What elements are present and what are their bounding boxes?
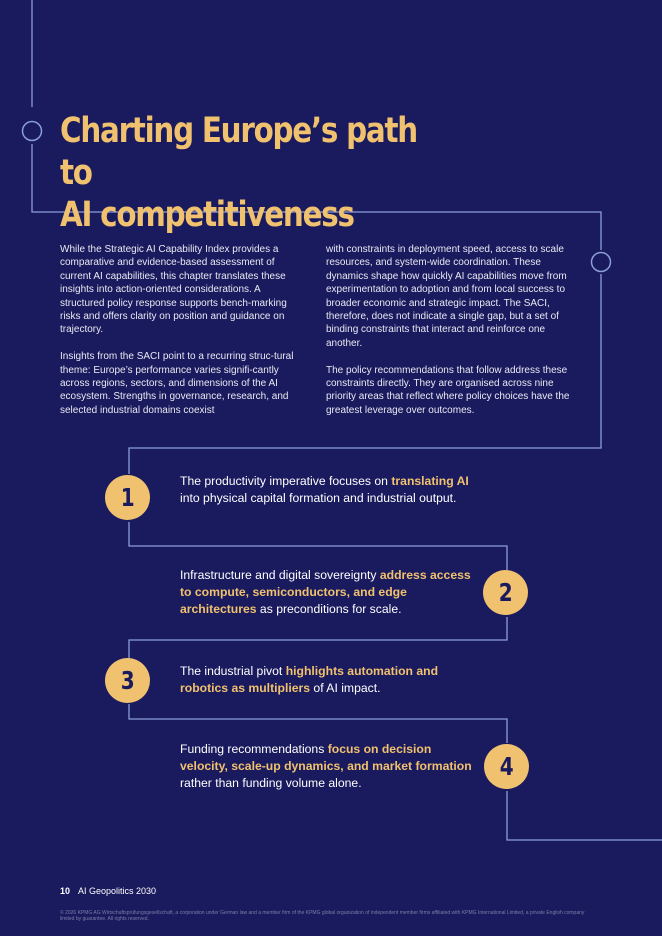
page-footer [60, 886, 156, 896]
number-badge-4: 4 [484, 744, 529, 789]
item-highlight: address access to compute, semiconductors, and edge architectures [180, 568, 471, 616]
number-badge-3: 3 [105, 658, 150, 703]
node-circle-right [592, 253, 611, 272]
priority-item-4: Funding recommendations focus on decision velocity, scale-up dynamics, and market formation rather than funding volume alone. [180, 742, 472, 790]
number-badge-2: 2 [483, 570, 528, 615]
title-line-1: Charting Europe’s path to [60, 111, 417, 193]
intro-column-right [326, 243, 571, 431]
page-number: 10 [60, 886, 71, 896]
item-highlight: translating AI [391, 474, 469, 488]
intro-paragraph: While the Strategic AI Capability Index provides a comparative and evidence-based assessment of current AI capabilities, this chapter translates these insights into action-oriented considerations. A structured policy response supports bench-marking risks and offers clarity on position and guidance on trajectory. [60, 244, 287, 336]
priority-item-2: Infrastructure and digital sovereignty address access to compute, semiconductors, and edge architectures as preconditions for scale. [180, 568, 471, 616]
intro-column-left [60, 243, 300, 431]
title-line-2: AI competitiveness [60, 195, 354, 235]
item-highlight: highlights automation and robotics as multipliers [180, 664, 439, 695]
legal-notice: © 2026 KPMG AG Wirtschaftsprüfungsgesellschaft, a corporation under German law and a member firm of the KPMG global organization of independent member firms affiliated with KPMG International Limited, a private English company limited by guarantee. All rights reserved. [60, 910, 585, 922]
priority-item-1: The productivity imperative focuses on translating AI into physical capital formation and industrial output. [180, 474, 469, 505]
node-circle-left [23, 122, 42, 141]
publication-name: AI Geopolitics 2030 [78, 886, 157, 896]
page-title [60, 110, 455, 236]
number-badge-1: 1 [105, 475, 150, 520]
item-highlight: focus on decision velocity, scale-up dynamics, and market formation [180, 742, 472, 773]
intro-paragraph: Insights from the SACI point to a recurring struc-tural theme: Europe’s performance varies signifi-cantly across regions, sectors, and dimensions of the AI ecosystem. Strengths in governance, research, and selected industrial domains coexist [60, 351, 294, 416]
intro-paragraph: with constraints in deployment speed, access to scale resources, and system-wide coordination. These dynamics shape how quickly AI capabilities move from experimentation to adoption and from local success to broader economic and strategic impact. The SACI, therefore, does not indicate a single gap, but a set of binding constraints that interact and reinforce one another. [326, 244, 567, 349]
intro-paragraph: The policy recommendations that follow address these constraints directly. They are organised across nine priority areas that reflect where policy choices have the greatest leverage over outcomes. [326, 364, 570, 416]
priority-item-3: The industrial pivot highlights automation and robotics as multipliers of AI impact. [180, 664, 439, 695]
